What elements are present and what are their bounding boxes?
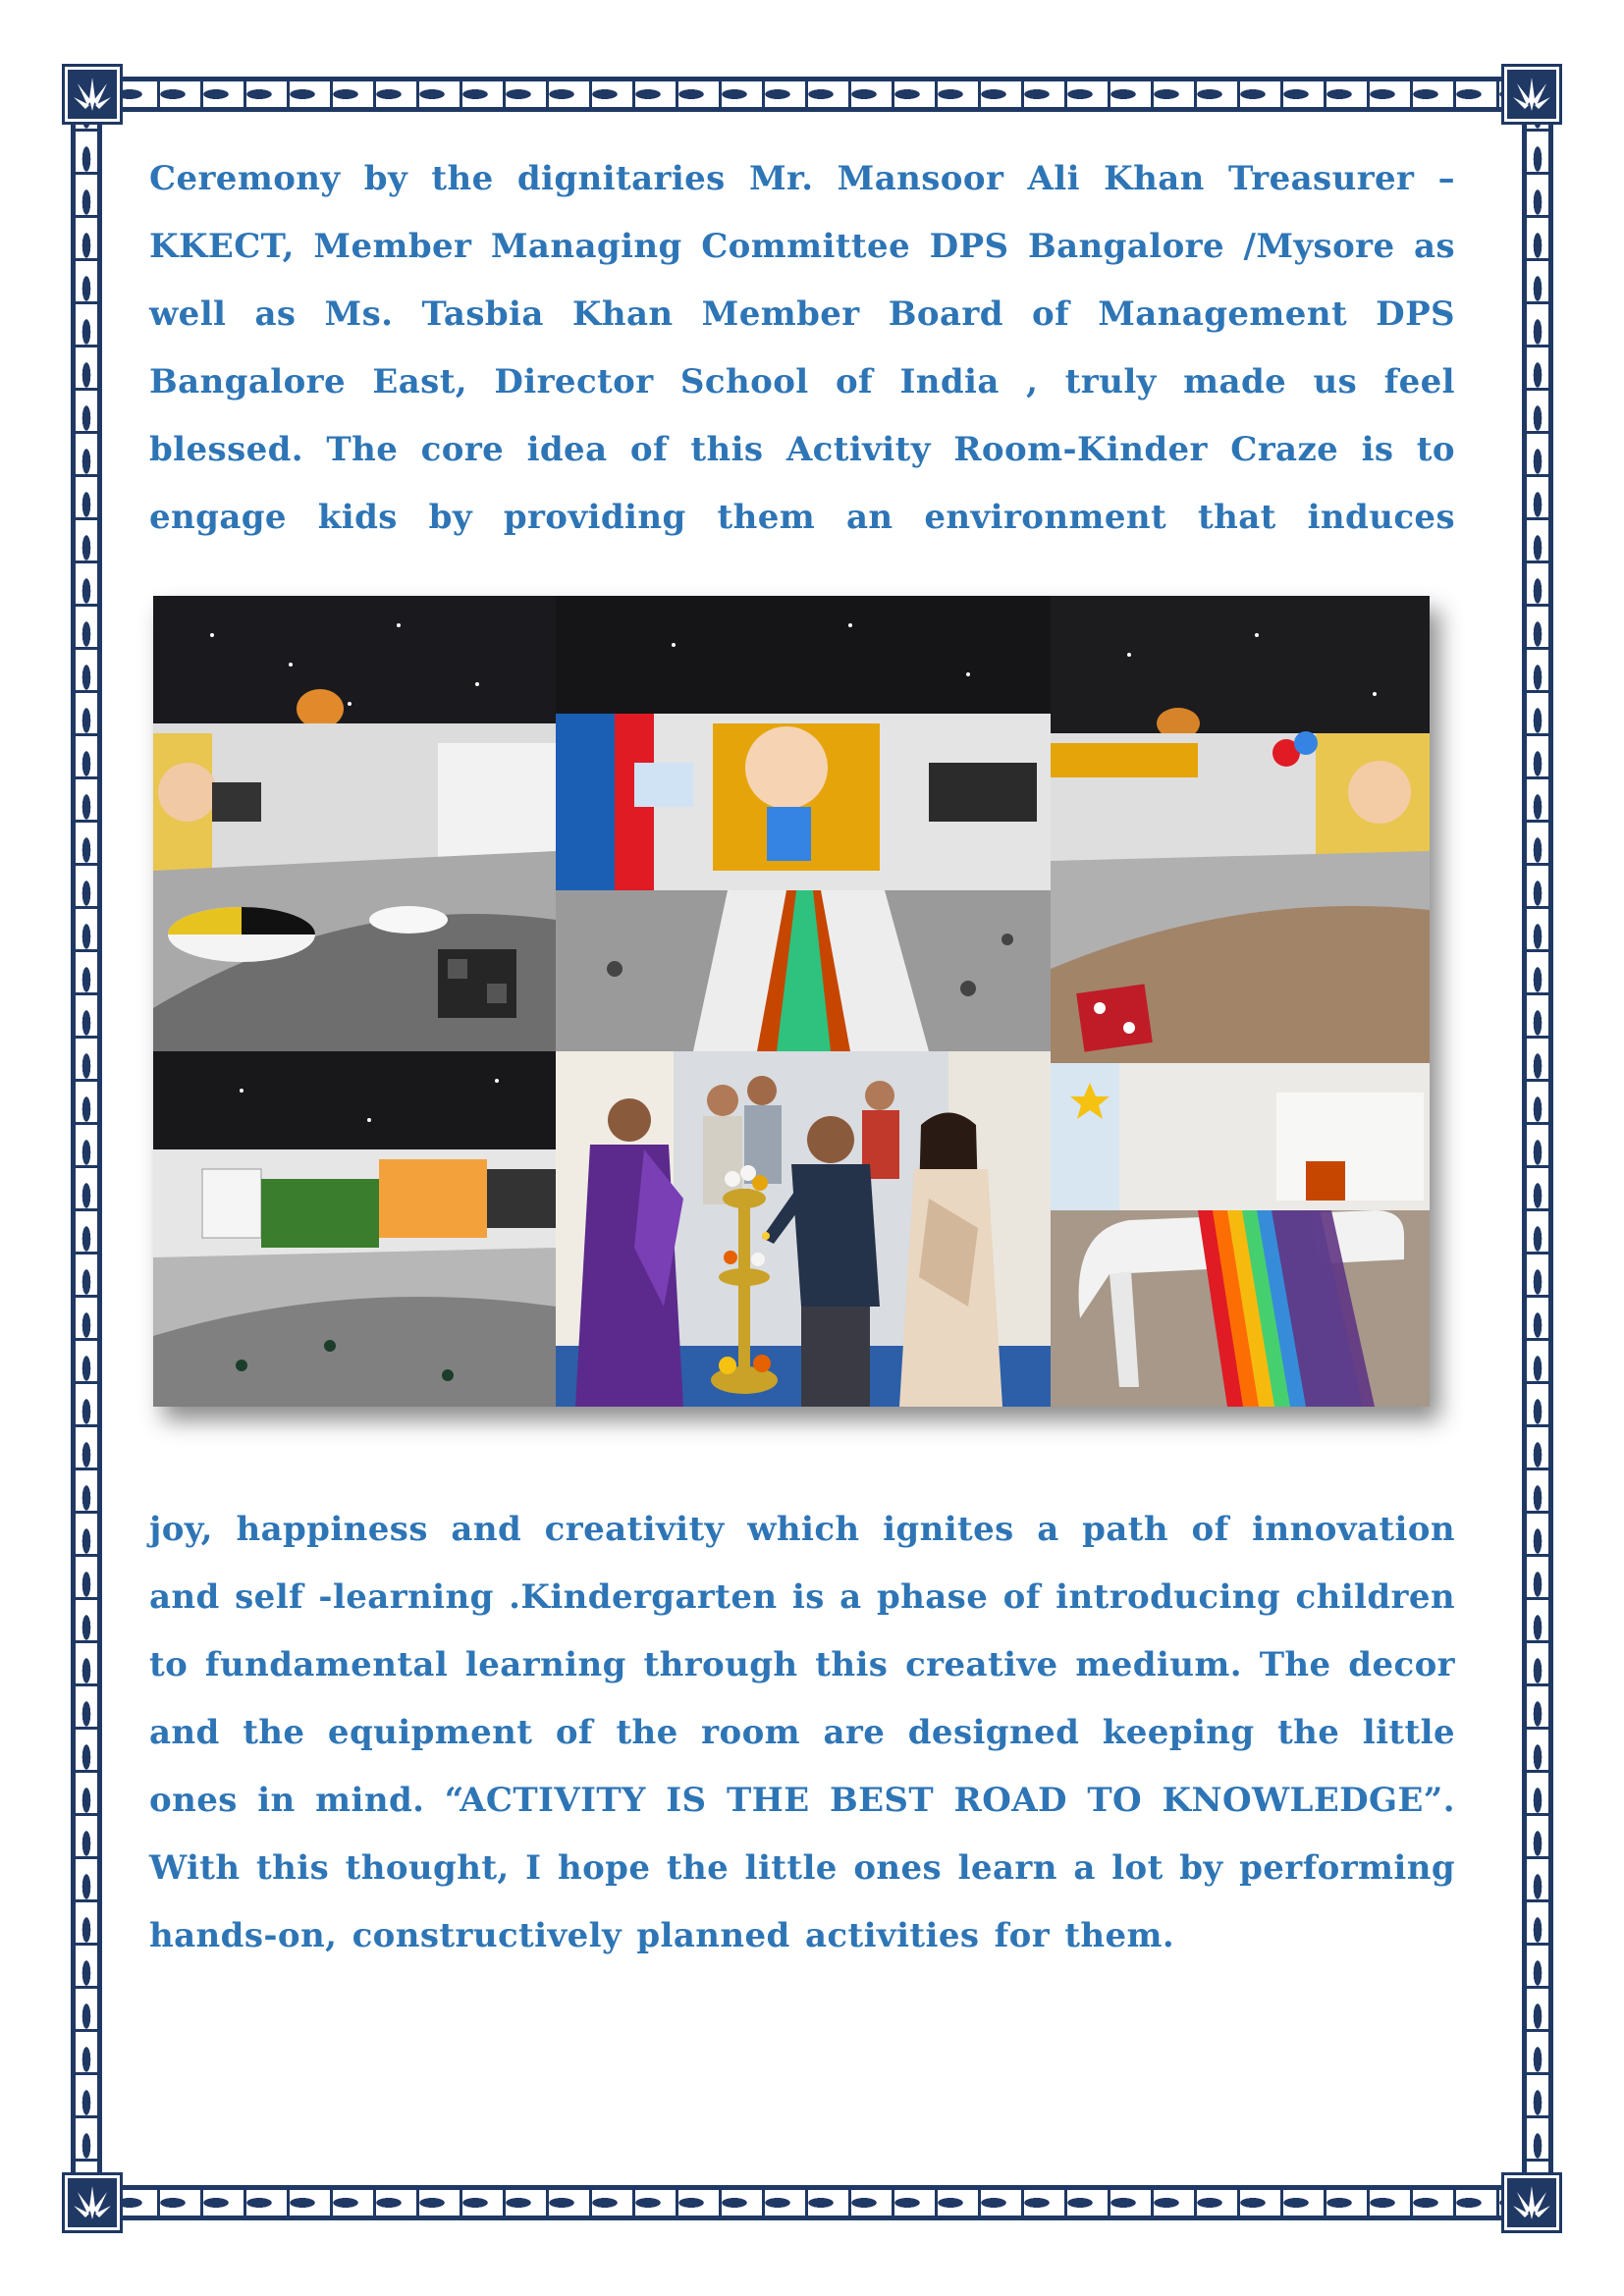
- photo-lamp-lighting-ceremony: [556, 1051, 1051, 1407]
- photo-activity-room-1: [153, 596, 556, 1051]
- photo-activity-room-4: [153, 1051, 556, 1407]
- corner-ornament-icon: [1504, 2175, 1559, 2230]
- corner-ornament-icon: [65, 2175, 120, 2230]
- photo-collage: [153, 596, 1430, 1407]
- photo-rainbow-bench: [1051, 1063, 1430, 1407]
- paragraph-bottom: joy, happiness and creativity which ignites a path of innovation and self -learning .Kindergarten is a phase of introducing children to fundamental learning through this creative medium. The decor and the equipment of the room are designed keeping the little ones in mind. “ACTIVITY IS THE BEST ROAD TO KNOWLEDGE”. With this thought, I hope the little ones learn a lot by performing hands-on, constructively planned activities for them.: [149, 1510, 1455, 1955]
- border-right: [1522, 94, 1553, 2191]
- photo-activity-room-2: [556, 596, 1051, 1051]
- photo-activity-room-3: [1051, 596, 1430, 1063]
- paragraph-top: Ceremony by the dignitaries Mr. Mansoor Ali Khan Treasurer – KKECT, Member Managing Committee DPS Bangalore /Mysore as well as Ms. Tasbia Khan Member Board of Management DPS Bangalore East, Director School of India , truly made us feel blessed. The core idea of this Activity Room-Kinder Craze is to engage kids by providing them an environment that induces: [149, 159, 1455, 537]
- border-left: [71, 94, 102, 2191]
- corner-ornament-icon: [1504, 67, 1559, 122]
- border-top: [65, 77, 1559, 112]
- corner-ornament-icon: [65, 67, 120, 122]
- border-bottom: [65, 2185, 1559, 2220]
